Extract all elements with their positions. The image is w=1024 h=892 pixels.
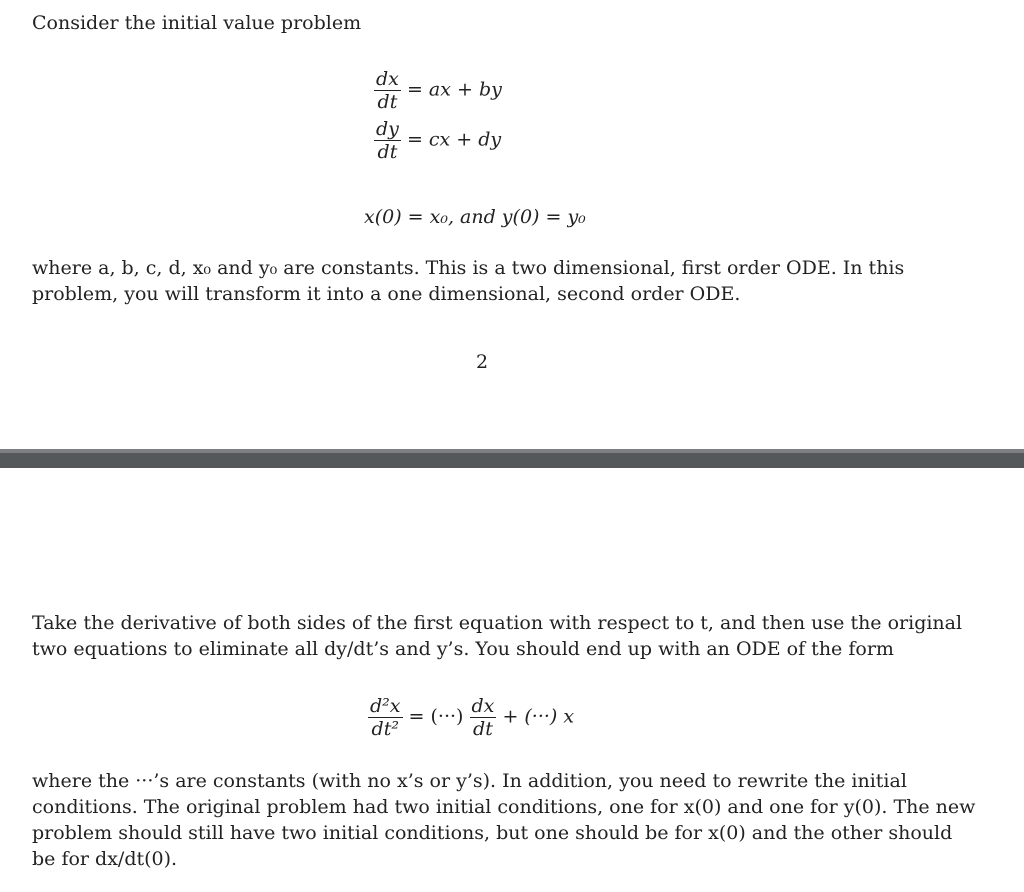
page-number: 2 — [476, 351, 489, 373]
eq1-denominator: dt — [377, 91, 398, 113]
eq1-numerator: dx — [376, 68, 399, 90]
equation-2 — [374, 118, 501, 163]
paragraph-line: problem should still have two initial conditions, but one should be for x(0) and the other should — [32, 822, 953, 844]
equals-coefficient: = (···) — [408, 705, 464, 728]
paragraph-line: Take the derivative of both sides of the first equation with respect to t, and then use the original — [32, 612, 963, 634]
intro-text: Consider the initial value problem — [32, 12, 362, 34]
initial-conditions: x(0) = x₀, and y(0) = y₀ — [364, 206, 586, 228]
eq1-fraction — [374, 68, 401, 113]
eq2-denominator: dt — [377, 141, 398, 163]
paragraph-line: two equations to eliminate all dy/dt’s and y’s. You should end up with an ODE of the form — [32, 638, 894, 660]
mid-fraction — [470, 695, 497, 740]
eq2-fraction — [374, 118, 401, 163]
eq2-numerator: dy — [376, 118, 399, 140]
lhs-numerator: d²x — [370, 695, 401, 717]
mid-numerator: dx — [471, 695, 495, 717]
equation-tail: + (···) x — [502, 705, 575, 728]
eq1-rhs: = ax + by — [406, 78, 502, 101]
paragraph-line: problem, you will transform it into a one dimensional, second order ODE. — [32, 283, 741, 305]
paragraph-line: be for dx/dt(0). — [32, 848, 178, 870]
equation-1 — [374, 68, 502, 113]
lhs-denominator: dt² — [371, 718, 399, 740]
paragraph-line: where a, b, c, d, x₀ and y₀ are constants. This is a two dimensional, first order ODE. In this — [32, 257, 905, 279]
paragraph-line: conditions. The original problem had two initial conditions, one for x(0) and one for y(0). The new — [32, 796, 976, 818]
lhs-fraction — [368, 695, 403, 740]
mid-denominator: dt — [473, 718, 493, 740]
paragraph-line: where the ···’s are constants (with no x’s or y’s). In addition, you need to rewrite the initial — [32, 770, 907, 792]
eq2-rhs: = cx + dy — [406, 128, 502, 151]
second-order-equation — [368, 695, 574, 740]
page-separator — [0, 449, 1024, 468]
